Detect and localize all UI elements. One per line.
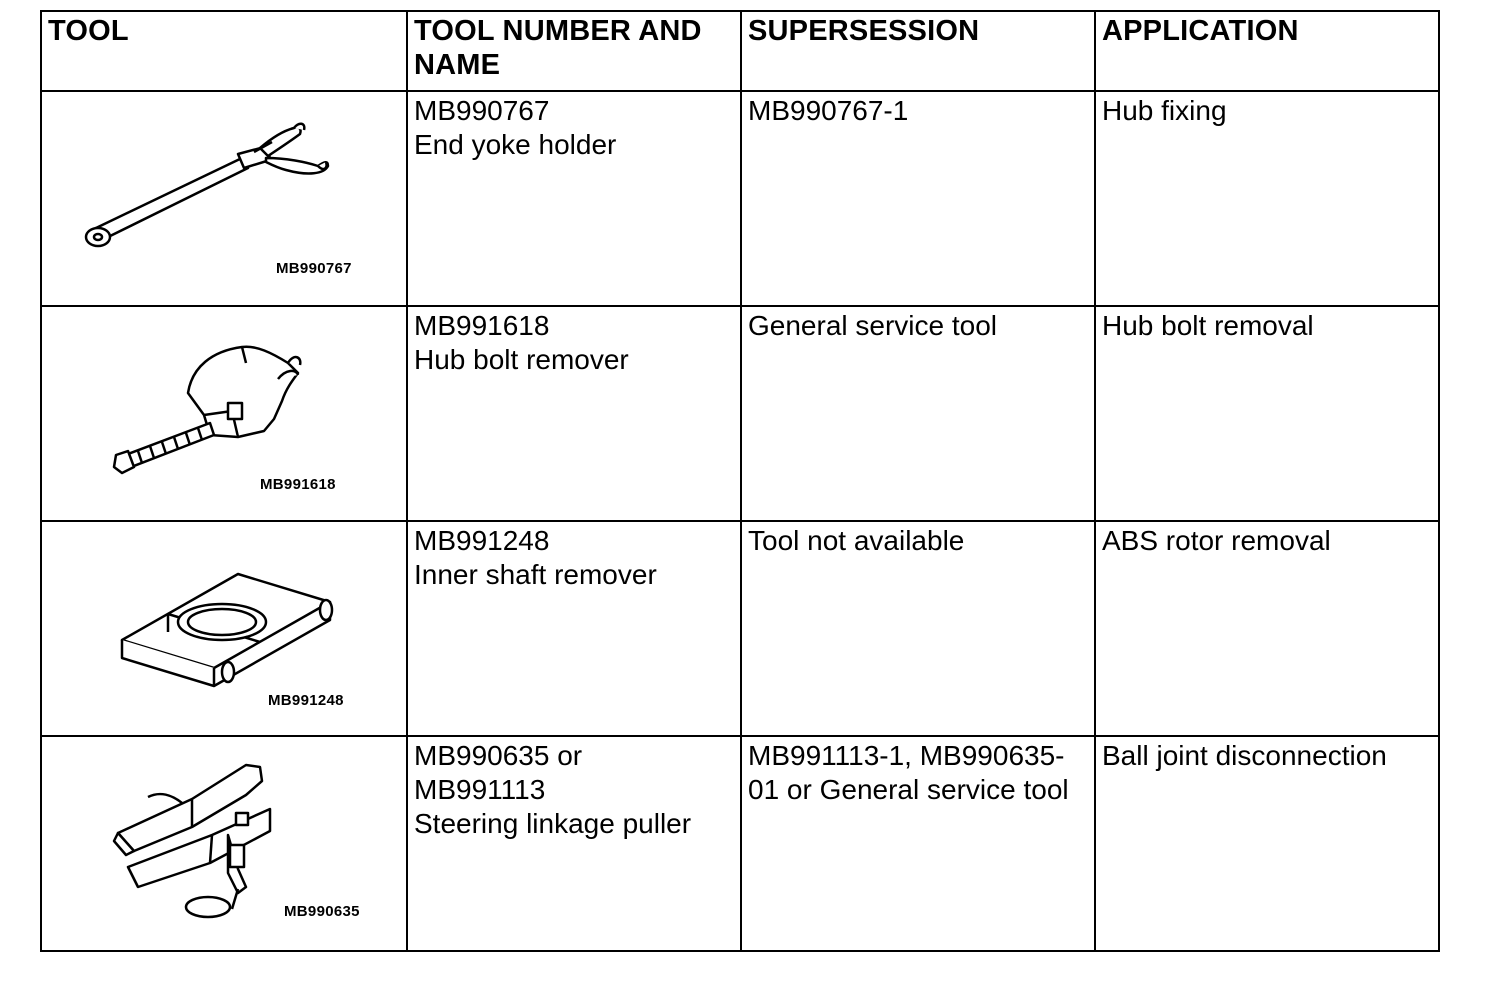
header-tool: TOOL bbox=[41, 11, 407, 91]
application-cell bbox=[1095, 736, 1439, 951]
tool-image-code: MB990635 bbox=[284, 903, 360, 920]
tool-number-cell bbox=[407, 91, 741, 306]
tool-number-cell bbox=[407, 306, 741, 521]
supersession-cell bbox=[741, 736, 1095, 951]
supersession-text-line2: 01 or General service tool bbox=[748, 774, 1069, 805]
header-application: APPLICATION bbox=[1095, 11, 1439, 91]
header-tool-number-line2: NAME bbox=[414, 49, 501, 81]
supersession-cell bbox=[741, 521, 1095, 736]
table-row bbox=[41, 91, 1439, 306]
table-row bbox=[41, 736, 1439, 951]
tool-image-code: MB991248 bbox=[268, 692, 344, 709]
tool-number-cell bbox=[407, 521, 741, 736]
application-cell bbox=[1095, 91, 1439, 306]
hub-bolt-remover-icon bbox=[42, 307, 408, 521]
application-text: Hub fixing bbox=[1102, 95, 1227, 126]
header-tool-number-line1: TOOL NUMBER AND bbox=[414, 15, 702, 47]
tool-image-cell bbox=[41, 736, 407, 951]
tool-name: Steering linkage puller bbox=[414, 808, 692, 839]
application-cell bbox=[1095, 306, 1439, 521]
supersession-text: Tool not available bbox=[748, 525, 965, 556]
application-text: Ball joint disconnection bbox=[1102, 740, 1387, 771]
supersession-cell bbox=[741, 91, 1095, 306]
tool-number: MB990635 or bbox=[414, 740, 583, 771]
tool-number: MB991618 bbox=[414, 310, 550, 341]
tool-image-cell bbox=[41, 521, 407, 736]
tool-number-cell bbox=[407, 736, 741, 951]
table-row bbox=[41, 521, 1439, 736]
special-tools-table bbox=[40, 10, 1440, 952]
tool-number: MB991248 bbox=[414, 525, 550, 556]
application-text: Hub bolt removal bbox=[1102, 310, 1314, 341]
supersession-text: MB990767-1 bbox=[748, 95, 909, 126]
tool-number: MB990767 bbox=[414, 95, 550, 126]
supersession-text: General service tool bbox=[748, 310, 998, 341]
tool-image-code: MB990767 bbox=[276, 260, 352, 277]
header-supersession: SUPERSESSION bbox=[741, 11, 1095, 91]
header-row bbox=[41, 11, 1439, 91]
tool-image-cell bbox=[41, 91, 407, 306]
supersession-text: MB991113-1, MB990635- bbox=[748, 740, 1065, 771]
application-cell bbox=[1095, 521, 1439, 736]
tool-number-alt: MB991113 bbox=[414, 774, 546, 805]
tool-image-cell bbox=[41, 306, 407, 521]
tool-name: Hub bolt remover bbox=[414, 344, 629, 375]
application-text: ABS rotor removal bbox=[1102, 525, 1331, 556]
tool-image-code: MB991618 bbox=[260, 476, 336, 493]
end-yoke-holder-icon bbox=[42, 92, 408, 306]
header-tool-number-and-name bbox=[407, 11, 741, 91]
table-row bbox=[41, 306, 1439, 521]
tool-name: End yoke holder bbox=[414, 129, 617, 160]
tool-name: Inner shaft remover bbox=[414, 559, 657, 590]
inner-shaft-remover-icon bbox=[42, 522, 408, 736]
supersession-cell bbox=[741, 306, 1095, 521]
